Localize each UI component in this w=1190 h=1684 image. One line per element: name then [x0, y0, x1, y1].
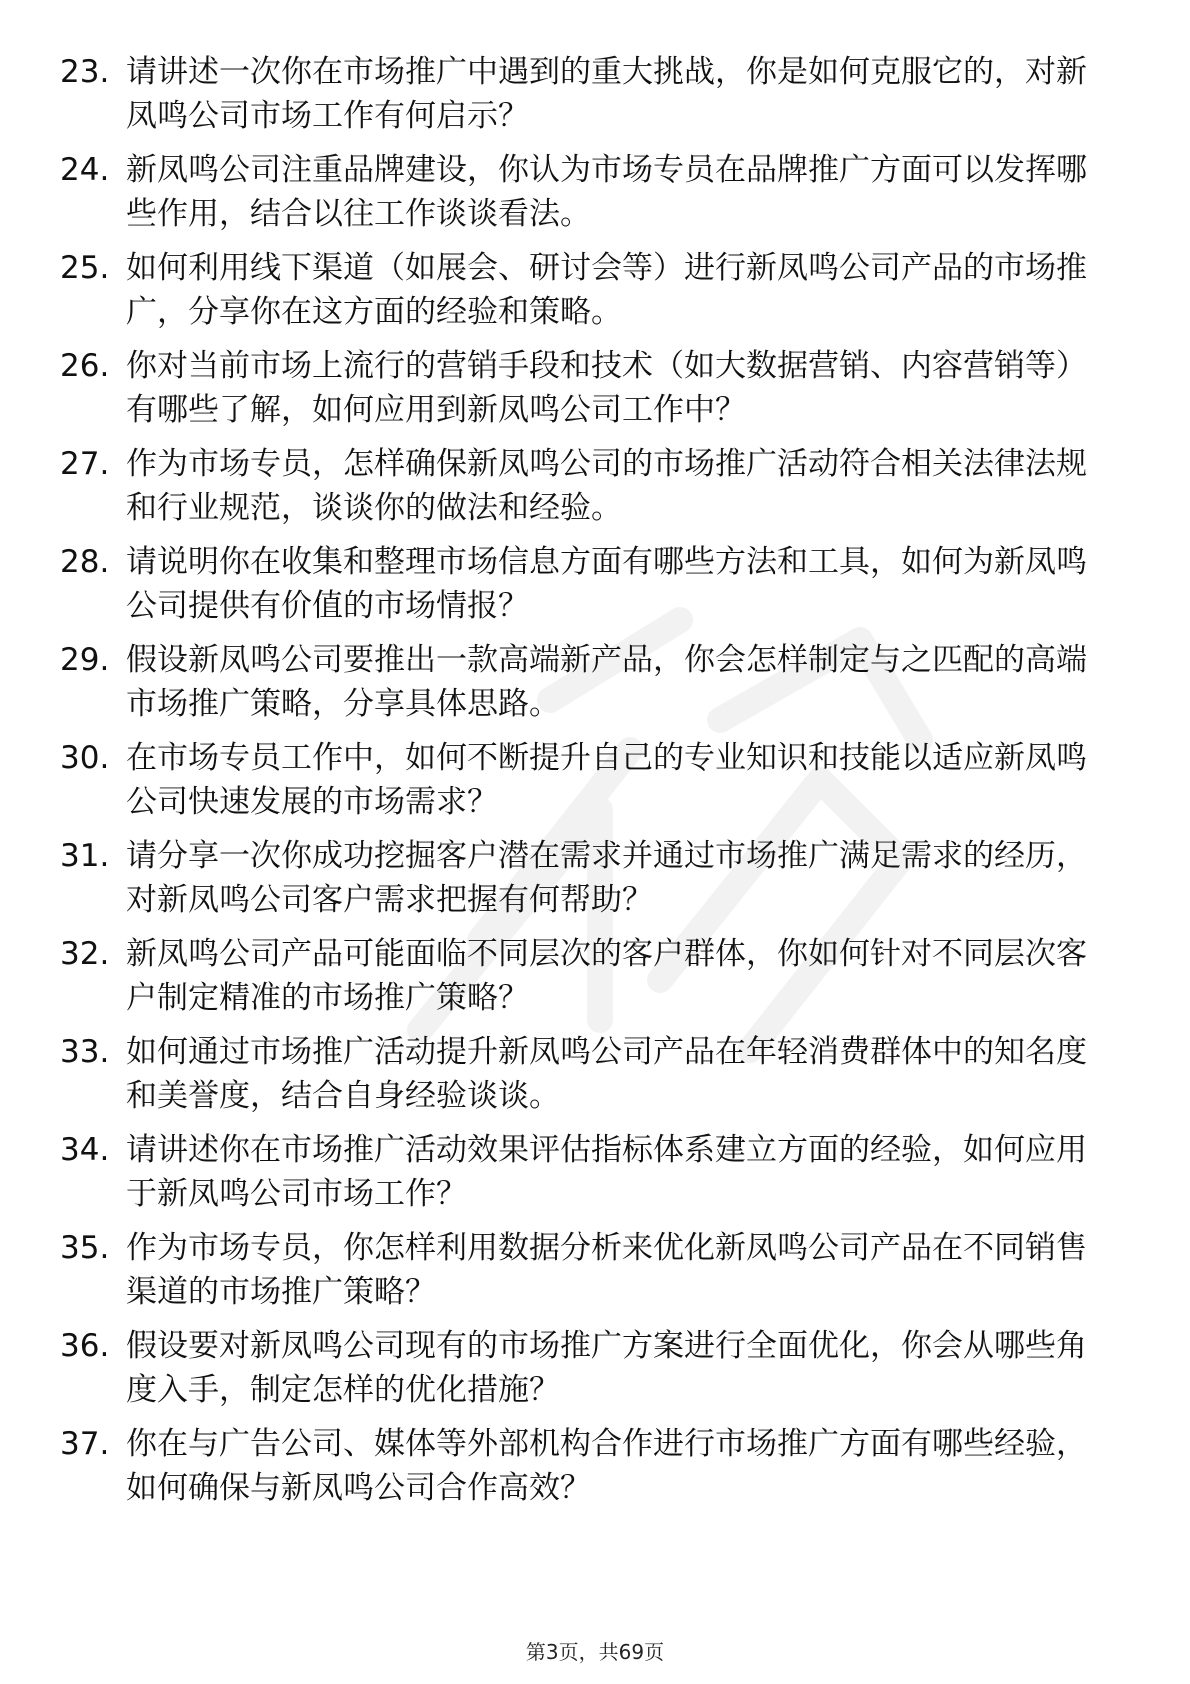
question-text: 请讲述你在市场推广活动效果评估指标体系建立方面的经验，如何应用于新凤鸣公司市场工作？	[126, 1132, 1087, 1212]
question-item	[60, 638, 1120, 736]
question-number: 26.	[60, 348, 110, 384]
page-number-label: 第3页，共69页	[525, 1640, 665, 1664]
question-number: 30.	[60, 740, 110, 776]
question-number: 37.	[60, 1426, 110, 1462]
page-footer	[0, 1636, 1190, 1665]
question-item	[60, 1030, 1120, 1128]
question-text: 假设要对新凤鸣公司现有的市场推广方案进行全面优化，你会从哪些角度入手，制定怎样的优化措施？	[126, 1328, 1087, 1408]
question-text: 如何通过市场推广活动提升新凤鸣公司产品在年轻消费群体中的知名度和美誉度，结合自身经验谈谈。	[126, 1034, 1087, 1114]
question-item	[60, 1226, 1120, 1324]
question-number: 33.	[60, 1034, 110, 1070]
question-number: 23.	[60, 54, 110, 90]
question-text: 如何利用线下渠道（如展会、研讨会等）进行新凤鸣公司产品的市场推广，分享你在这方面的经验和策略。	[126, 250, 1087, 330]
question-text: 请分享一次你成功挖掘客户潜在需求并通过市场推广满足需求的经历，对新凤鸣公司客户需求把握有何帮助？	[126, 838, 1087, 918]
question-number: 34.	[60, 1132, 110, 1168]
question-number: 25.	[60, 250, 110, 286]
question-item	[60, 50, 1120, 148]
question-item	[60, 540, 1120, 638]
question-item	[60, 148, 1120, 246]
question-text: 在市场专员工作中，如何不断提升自己的专业知识和技能以适应新凤鸣公司快速发展的市场需求？	[126, 740, 1087, 820]
question-text: 作为市场专员，你怎样利用数据分析来优化新凤鸣公司产品在不同销售渠道的市场推广策略？	[126, 1230, 1087, 1310]
question-text: 新凤鸣公司产品可能面临不同层次的客户群体，你如何针对不同层次客户制定精准的市场推广策略？	[126, 936, 1087, 1016]
question-text: 你在与广告公司、媒体等外部机构合作进行市场推广方面有哪些经验，如何确保与新凤鸣公司合作高效？	[126, 1426, 1087, 1506]
question-text: 假设新凤鸣公司要推出一款高端新产品，你会怎样制定与之匹配的高端市场推广策略，分享具体思路。	[126, 642, 1087, 722]
question-item	[60, 1324, 1120, 1422]
question-number: 28.	[60, 544, 110, 580]
question-item	[60, 736, 1120, 834]
question-text: 你对当前市场上流行的营销手段和技术（如大数据营销、内容营销等）有哪些了解，如何应用到新凤鸣公司工作中？	[126, 348, 1087, 428]
question-number: 24.	[60, 152, 110, 188]
question-item	[60, 1422, 1120, 1520]
question-number: 31.	[60, 838, 110, 874]
question-item	[60, 442, 1120, 540]
question-item	[60, 344, 1120, 442]
question-text: 请说明你在收集和整理市场信息方面有哪些方法和工具，如何为新凤鸣公司提供有价值的市场情报？	[126, 544, 1087, 624]
question-item	[60, 834, 1120, 932]
question-item	[60, 1128, 1120, 1226]
question-number: 35.	[60, 1230, 110, 1266]
question-number: 29.	[60, 642, 110, 678]
question-number: 32.	[60, 936, 110, 972]
question-list	[60, 50, 1120, 1520]
question-item	[60, 246, 1120, 344]
question-text: 请讲述一次你在市场推广中遇到的重大挑战，你是如何克服它的，对新凤鸣公司市场工作有何启示？	[126, 54, 1087, 134]
question-item	[60, 932, 1120, 1030]
question-number: 27.	[60, 446, 110, 482]
question-text: 作为市场专员，怎样确保新凤鸣公司的市场推广活动符合相关法律法规和行业规范，谈谈你的做法和经验。	[126, 446, 1087, 526]
question-number: 36.	[60, 1328, 110, 1364]
question-text: 新凤鸣公司注重品牌建设，你认为市场专员在品牌推广方面可以发挥哪些作用，结合以往工作谈谈看法。	[126, 152, 1087, 232]
